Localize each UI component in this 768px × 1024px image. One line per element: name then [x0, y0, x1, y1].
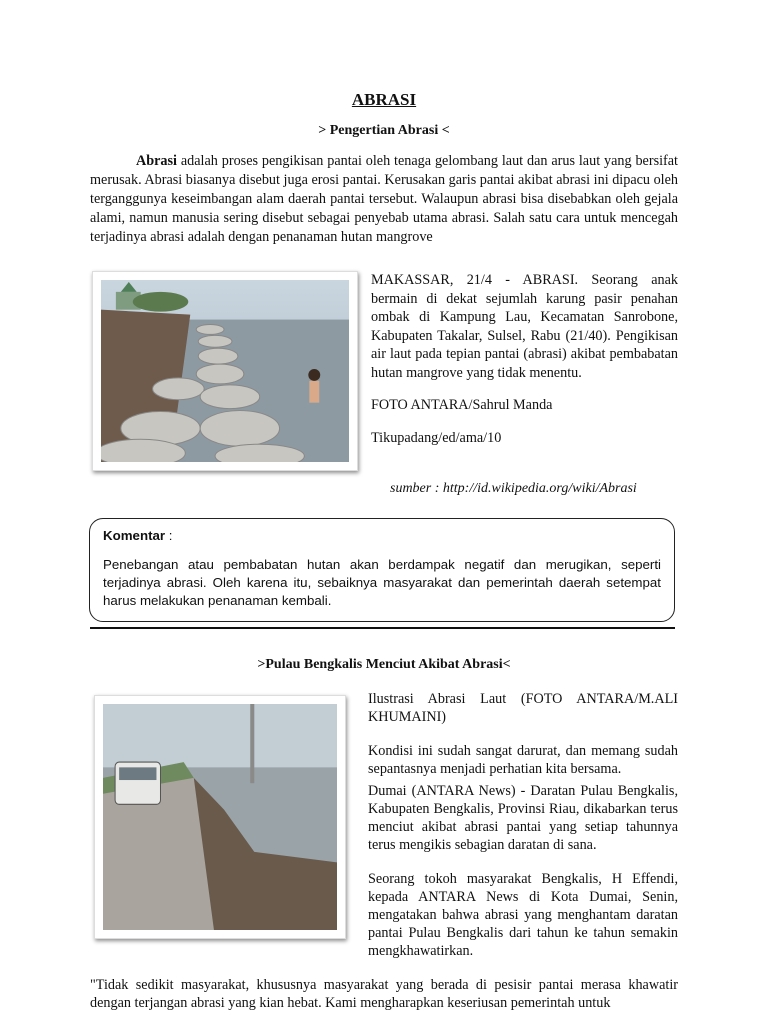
section2-paragraph: "Tidak sedikit masyarakat, khususnya masyarakat yang berada di pesisir pantai merasa khawatir dengan terjangan abrasi yang kian hebat. Kami mengharapkan keseriusan pemerintah untuk [90, 977, 678, 1011]
section2-paragraph: Seorang tokoh masyarakat Bengkalis, H Effendi, kepada ANTARA News di Kota Dumai, Senin, mengatakan bahwa abrasi yang menghantam daratan pantai Pulau Bengkalis dari tahun ke tahun semakin mengkhawatirkan. [368, 871, 678, 959]
abrasion-photo-bengkalis [94, 695, 346, 939]
eroded-road-image [103, 704, 337, 930]
section-subtitle: > Pengertian Abrasi < [318, 123, 450, 138]
photo1-caption [371, 271, 678, 461]
comment-box [89, 518, 675, 622]
section2-body [90, 690, 678, 1012]
section2-heading: >Pulau Bengkalis Menciut Akibat Abrasi< [257, 657, 511, 672]
section2-paragraph: Dumai (ANTARA News) - Daratan Pulau Bengkalis, Kabupaten Bengkalis, Provinsi Riau, dikabarkan terus menciut akibat abrasi pantai yang setiap tahunnya terus mengikis sebagian daratan di sana. [368, 783, 678, 853]
source-link[interactable]: sumber : http://id.wikipedia.org/wiki/Abrasi [390, 481, 637, 496]
intro-paragraph [90, 152, 678, 247]
caption-text: MAKASSAR, 21/4 - ABRASI. Seorang anak bermain di dekat sejumlah karung pasir penahan ombak di Kampung Lau, Kecamatan Sanrobone, Kabupaten Takalar, Sulsel, Rabu (21/40). Pengikisan air laut pada tepian pantai (abrasi) akibat pembabatan hutan mangrove yang tidak menentu. [371, 272, 678, 381]
page-title: ABRASI [351, 90, 417, 109]
photo2-caption: Ilustrasi Abrasi Laut (FOTO ANTARA/M.ALI KHUMAINI) [368, 691, 678, 725]
intro-text: adalah proses pengikisan pantai oleh tenaga gelombang laut dan arus laut yang bersifat merusak. Abrasi biasanya disebut juga erosi pantai. Kerusakan garis pantai akibat abrasi ini dipacu oleh terganggunya keseimbangan alam daerah pantai tersebut. Walaupun abrasi bisa disebabkan oleh gejala alami, namun manusia sering disebut sebagai penyebab utama abrasi. Salah satu cara untuk mencegah terjadinya abrasi adalah dengan penanaman hutan mangrove [90, 153, 678, 245]
comment-colon: : [165, 528, 173, 543]
divider-line [90, 627, 675, 629]
photo-credit: FOTO ANTARA/Sahrul Manda [371, 397, 553, 413]
comment-label: Komentar [103, 528, 166, 543]
editor-code: Tikupadang/ed/ama/10 [371, 429, 502, 446]
intro-term: Abrasi [136, 153, 177, 169]
comment-text: Penebangan atau pembabatan hutan akan berdampak negatif dan merugikan, seperti terjadinya abrasi. Oleh karena itu, sebaiknya masyarakat dan pemerintah daerah setempat harus melakukan penanaman kembali. [103, 557, 661, 608]
section2-paragraph: Kondisi ini sudah sangat darurat, dan memang sudah sepantasnya menjadi perhatian kita bersama. [368, 743, 678, 777]
beach-sandbags-image [101, 280, 349, 462]
abrasion-photo-makassar [92, 271, 358, 471]
